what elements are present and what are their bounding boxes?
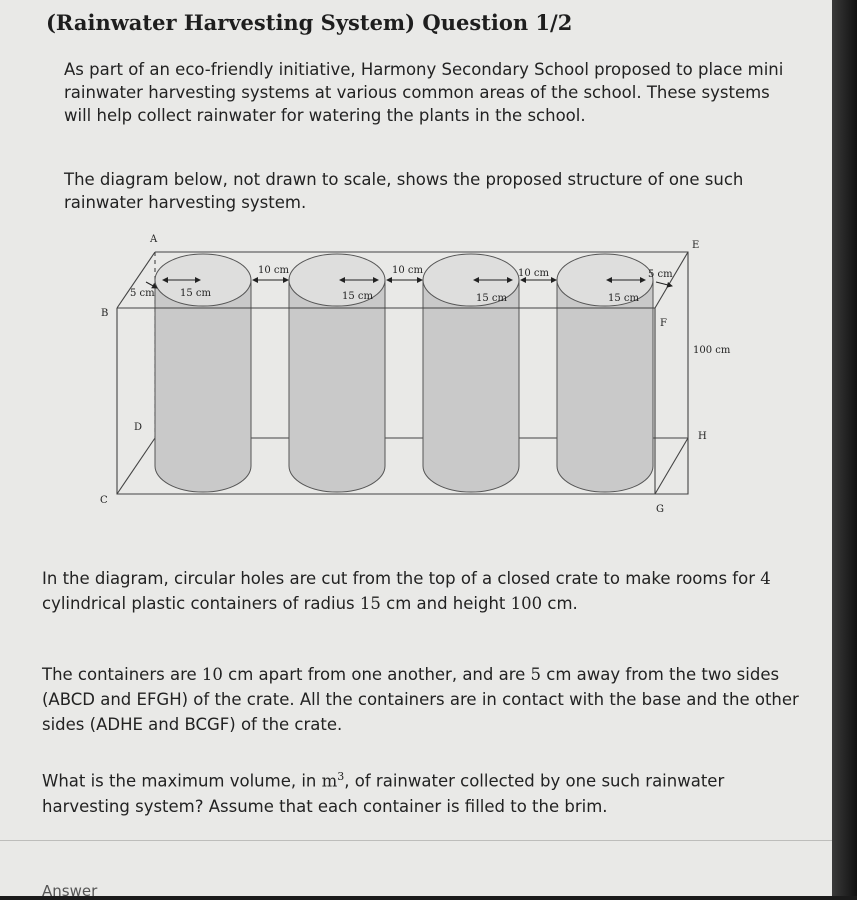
page-edge — [832, 0, 857, 896]
side-right-label: 5 cm — [648, 269, 673, 280]
side-left-label: 5 cm — [130, 288, 155, 299]
cylinder-2 — [289, 254, 385, 492]
r3-label: 15 cm — [476, 293, 507, 304]
vertex-f: F — [660, 318, 667, 329]
vertex-e: E — [692, 240, 700, 251]
vertex-h: H — [698, 431, 707, 442]
vertex-g: G — [656, 504, 664, 515]
gap2-label: 10 cm — [392, 265, 423, 276]
gap3-label: 10 cm — [518, 268, 549, 279]
vertex-c: C — [100, 495, 108, 506]
r2-label: 15 cm — [342, 291, 373, 302]
spacing-paragraph: The containers are 10 cm apart from one another, and are 5 cm away from the two sides (ABCD and EFGH) of the crate. All the containers are in contact with the base and the other sides (ADHE and BCGF) of the crate. — [42, 665, 799, 734]
intro-paragraph: As part of an eco-friendly initiative, Harmony Secondary School proposed to place mini rainwater harvesting systems at various common areas of the school. These systems will help collect rainwater for watering the plants in the school. — [64, 60, 784, 125]
cylinder-4 — [557, 254, 653, 492]
r1-label: 15 cm — [180, 288, 211, 299]
crate-diagram — [0, 222, 832, 542]
gap1-label: 10 cm — [258, 265, 289, 276]
r4-label: 15 cm — [608, 293, 639, 304]
container-paragraph: In the diagram, circular holes are cut from the top of a closed crate to make rooms for 4 cylindrical plastic containers of radius 15 cm and height 100 cm. — [42, 569, 771, 613]
question-title: (Rainwater Harvesting System) Question 1/2 — [46, 10, 573, 35]
cylinder-3 — [423, 254, 519, 492]
height-label: 100 cm — [693, 345, 731, 356]
divider — [0, 840, 832, 841]
diagram-intro-paragraph: The diagram below, not drawn to scale, shows the proposed structure of one such rainwater harvesting system. — [64, 170, 744, 212]
vertex-d: D — [134, 422, 143, 433]
vertex-a: A — [150, 234, 158, 245]
answer-label: Answer — [42, 882, 98, 900]
question-paragraph: What is the maximum volume, in $m^3$, of rainwater collected by one such rainwater harvesting system? Assume that each container is filled to the brim. — [42, 770, 725, 816]
vertex-b: B — [101, 308, 109, 319]
